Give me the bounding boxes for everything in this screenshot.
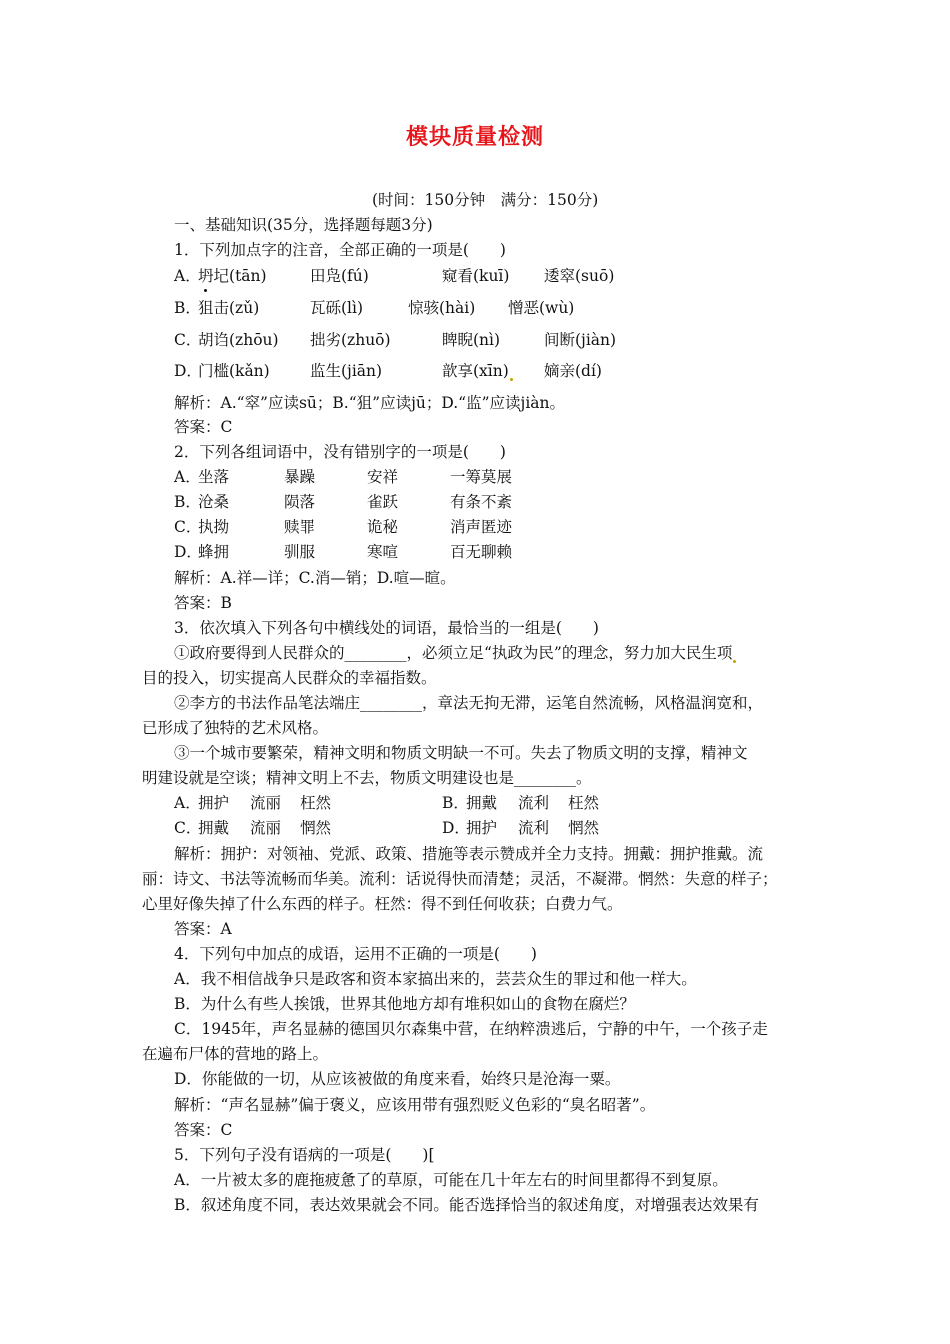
- option-word: 瓦砾(lì): [310, 299, 364, 317]
- option-word: 惘然: [300, 819, 332, 837]
- question-1-stem: 1．下列加点字的注音，全部正确的一项是( ): [174, 241, 506, 259]
- q3-analysis-1: 解析：拥护：对领袖、党派、政策、措施等表示赞成并全力支持。拥戴：拥护推戴。流: [174, 845, 764, 863]
- section-heading: 一、基础知识(35分，选择题每题3分): [174, 216, 433, 234]
- question-4-stem: 4．下列句中加点的成语，运用不正确的一项是( ): [174, 945, 537, 963]
- option-word: 歆享(xīn): [442, 361, 513, 381]
- question-3-stem: 3．依次填入下列各句中横线处的词语，最恰当的一组是( ): [174, 619, 599, 637]
- option-word: 流丽: [250, 819, 282, 837]
- page-title: 模块质量检测: [405, 125, 544, 150]
- option-word: 驯服: [284, 543, 316, 561]
- option-word: 诡秘: [367, 518, 399, 536]
- option-word: 狙击(zǔ): [198, 299, 260, 317]
- option-word: 执拗: [198, 518, 230, 536]
- option-word: 百无聊赖: [450, 543, 513, 561]
- option-word: 暴躁: [284, 468, 316, 486]
- option-word: 蜂拥: [198, 543, 230, 561]
- option-letter: A．: [174, 794, 201, 812]
- option-word: 拥戴: [466, 794, 498, 812]
- option-word: 门槛(kǎn): [198, 362, 270, 380]
- q3-sentence-3: ③一个城市要繁荣，精神文明和物质文明缺一不可。失去了物质文明的支撑，精神文: [174, 744, 748, 762]
- option-word: 窥看(kuī): [442, 267, 510, 285]
- option-word: 流利: [518, 794, 550, 812]
- option-letter: A．: [174, 468, 201, 486]
- option-word: 赎罪: [284, 518, 316, 536]
- option-letter: C．: [174, 819, 202, 837]
- option-word: 拥护: [466, 819, 498, 837]
- q1-analysis: 解析：A.“窣”应读sū；B.“狙”应读jū；D.“监”应读jiàn。: [174, 394, 565, 412]
- q2-answer: 答案：B: [174, 594, 232, 612]
- q4-analysis: 解析：“声名显赫”偏于褒义，应该用带有强烈贬义色彩的“臭名昭著”。: [174, 1096, 656, 1114]
- q3-sentence-2-cont: 已形成了独特的艺术风格。: [142, 719, 329, 737]
- q3-sentence-2: ②李方的书法作品笔法端庄________，章法无拘无滞，运笔自然流畅，风格温润宽和，: [174, 694, 764, 712]
- option-word: 寒喧: [367, 543, 399, 561]
- q3-analysis-3: 心里好像失掉了什么东西的样子。枉然：得不到任何收获；白费力气。: [142, 895, 623, 913]
- option-word: 拙劣(zhuō): [310, 331, 391, 349]
- option-word: 憎恶(wù): [508, 299, 575, 317]
- option-letter: A．: [174, 267, 201, 285]
- option-word: 监生(jiān): [310, 362, 383, 380]
- q5-option-a: A．一片被太多的鹿拖疲惫了的草原，可能在几十年左右的时间里都得不到复原。: [174, 1171, 728, 1189]
- q3-sentence-1-cont: 目的投入，切实提高人民群众的幸福指数。: [142, 669, 437, 687]
- option-word: 惘然: [568, 819, 600, 837]
- option-word: 枉然: [568, 794, 600, 812]
- option-word: 一筹莫展: [450, 468, 513, 486]
- q4-option-b: B．为什么有些人挨饿，世界其他地方却有堆积如山的食物在腐烂？: [174, 995, 635, 1013]
- option-word: 有条不紊: [450, 493, 513, 511]
- exam-meta: (时间：150分钟 满分：150分): [372, 191, 599, 209]
- option-letter: B．: [442, 794, 469, 812]
- option-word: 陨落: [284, 493, 316, 511]
- option-word: 间断(jiàn): [544, 331, 617, 349]
- option-letter: B．: [174, 299, 201, 317]
- option-word: 流丽: [250, 794, 282, 812]
- option-word: 惊骇(hài): [408, 299, 476, 317]
- q5-option-b: B．叙述角度不同，表达效果就会不同。能否选择恰当的叙述角度，对增强表达效果有: [174, 1196, 759, 1214]
- option-letter: D．: [174, 362, 202, 380]
- option-word: 雀跃: [367, 493, 399, 511]
- option-word: 拥戴: [198, 819, 230, 837]
- option-word: 坐落: [198, 468, 230, 486]
- option-word: 嫡亲(dí): [544, 362, 602, 380]
- option-word: 田凫(fú): [310, 267, 369, 285]
- q3-sentence-1: ①政府要得到人民群众的________，必须立足“执政为民”的理念，努力加大民生项: [174, 643, 736, 663]
- option-letter: D．: [442, 819, 470, 837]
- q3-analysis-2: 丽：诗文、书法等流畅而华美。流利：话说得快而清楚；灵活，不凝滞。惘然：失意的样子；: [142, 870, 778, 888]
- question-5-stem: 5．下列句子没有语病的一项是( )[: [174, 1146, 435, 1164]
- q3-sentence-3-cont: 明建设就是空谈；精神文明上不去，物质文明建设也是________。: [142, 769, 592, 787]
- option-letter: B．: [174, 493, 201, 511]
- option-word: 胡诌(zhōu): [198, 331, 279, 349]
- option-word: 消声匿迹: [450, 518, 513, 536]
- q4-option-c-cont: 在遍布尸体的营地的路上。: [142, 1045, 329, 1063]
- q2-analysis: 解析：A.祥—详；C.消—销；D.喧—暄。: [174, 569, 456, 587]
- q3-answer: 答案：A: [174, 920, 232, 938]
- option-word: 沧桑: [198, 493, 230, 511]
- option-word: 拥护: [198, 794, 230, 812]
- option-letter: C．: [174, 518, 202, 536]
- option-word: 坍圮(tān): [198, 267, 267, 285]
- option-letter: D．: [174, 543, 202, 561]
- option-word: 安祥: [367, 468, 399, 486]
- option-word: 逶窣(suō): [544, 267, 615, 285]
- q4-option-c: C．1945年，声名显赫的德国贝尔森集中营，在纳粹溃逃后，宁静的中午，一个孩子走: [174, 1020, 768, 1038]
- option-word: 睥睨(nì): [442, 331, 501, 349]
- question-2-stem: 2．下列各组词语中，没有错别字的一项是( ): [174, 443, 506, 461]
- option-letter: C．: [174, 331, 202, 349]
- q4-option-a: A．我不相信战争只是政客和资本家搞出来的，芸芸众生的罪过和他一样大。: [174, 970, 697, 988]
- q4-answer: 答案：C: [174, 1121, 233, 1139]
- option-word: 枉然: [300, 794, 332, 812]
- option-word: 流利: [518, 819, 550, 837]
- q4-option-d: D．你能做的一切，从应该被做的角度来看，始终只是沧海一粟。: [174, 1070, 621, 1088]
- q1-answer: 答案：C: [174, 418, 233, 436]
